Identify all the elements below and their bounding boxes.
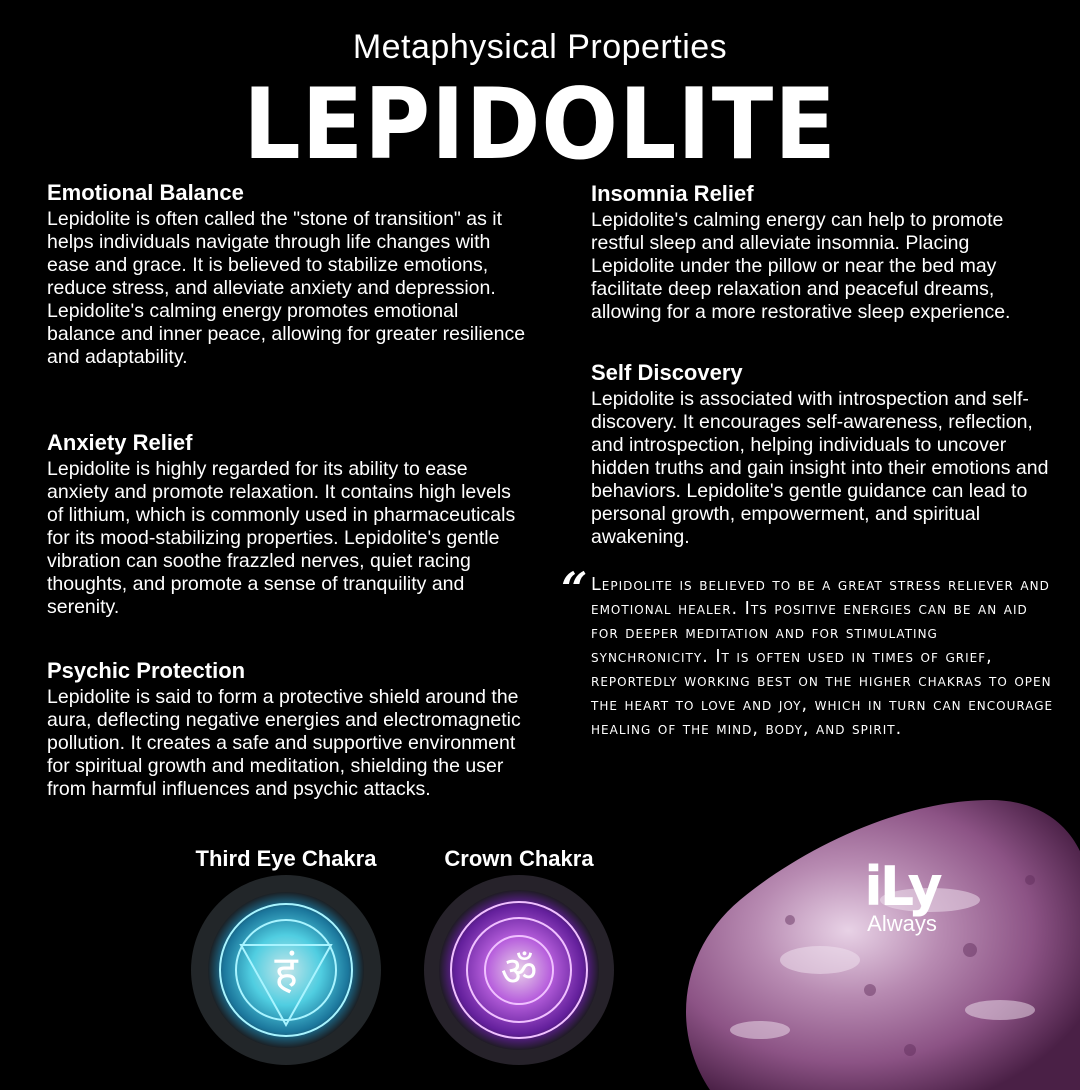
section-insomnia-relief bbox=[591, 181, 1051, 324]
lepidolite-stone-image bbox=[670, 790, 1080, 1090]
section-heading: Self Discovery bbox=[591, 360, 743, 385]
logo-mark: iLy bbox=[864, 855, 940, 918]
quote-mark-icon: “ bbox=[561, 562, 588, 616]
page-subtitle: Metaphysical Properties bbox=[352, 28, 728, 66]
section-self-discovery bbox=[591, 360, 1051, 549]
section-body: Lepidolite is associated with introspection and self-discovery. It encourages self-awareness, reflection, and introspection, helping individuals to uncover hidden truths and gain insight into their emotions and behaviors. Lepidolite's gentle guidance can lead to personal growth, empowerment, and spiritual awakening. bbox=[591, 388, 1049, 548]
section-heading: Psychic Protection bbox=[47, 658, 246, 683]
section-body: Lepidolite's calming energy can help to promote restful sleep and alleviate insomnia. Placing Lepidolite under the pillow or near the bed may facilitate deep relaxation and peaceful dreams, allowing for a more restorative sleep experience. bbox=[591, 209, 1011, 323]
page-title: LEPIDOLITE bbox=[243, 68, 837, 182]
section-heading: Anxiety Relief bbox=[47, 430, 193, 455]
section-anxiety-relief bbox=[47, 430, 527, 619]
section-heading: Insomnia Relief bbox=[591, 181, 754, 206]
section-body: Lepidolite is often called the "stone of transition" as it helps individuals navigate through life changes with ease and grace. It is believed to stabilize emotions, reduce stress, and alleviate anxiety and depression. Lepidolite's calming energy promotes emotional balance and inner peace, allowing for greater resilience and adaptability. bbox=[47, 208, 526, 368]
crown-chakra-icon bbox=[424, 875, 614, 1065]
quote-text: Lepidolite is believed to be a great stress reliever and emotional healer. Its positive energies can be an aid for deeper meditation and for stimulating synchronicity. It is often used in times of grief, reportedly working best on the higher chakras to open the heart to love and joy, which in turn can encourage healing of the mind, body, and spirit. bbox=[591, 575, 1054, 739]
section-psychic-protection bbox=[47, 658, 532, 801]
crown-symbol: ॐ bbox=[500, 949, 538, 995]
chakra-label-crown: Crown Chakra bbox=[444, 846, 594, 871]
third-eye-symbol: हं bbox=[274, 947, 298, 998]
logo-word: Always bbox=[867, 911, 937, 936]
section-body: Lepidolite is said to form a protective shield around the aura, deflecting negative energies and electromagnetic pollution. It creates a safe and supportive environment for spiritual growth and meditation, shielding the user from harmful influences and psychic attacks. bbox=[47, 686, 521, 800]
section-heading: Emotional Balance bbox=[47, 180, 244, 205]
chakra-label-third-eye: Third Eye Chakra bbox=[195, 846, 377, 871]
brand-logo bbox=[852, 855, 952, 936]
third-eye-chakra-icon bbox=[191, 875, 381, 1065]
section-body: Lepidolite is highly regarded for its ability to ease anxiety and promote relaxation. It contains high levels of lithium, which is commonly used in pharmaceuticals for its mood-stabilizing properties. Lepidolite's gentle vibration can soothe frazzled nerves, quiet racing thoughts, and promote a sense of tranquility and serenity. bbox=[47, 458, 516, 618]
section-emotional-balance bbox=[47, 180, 527, 369]
